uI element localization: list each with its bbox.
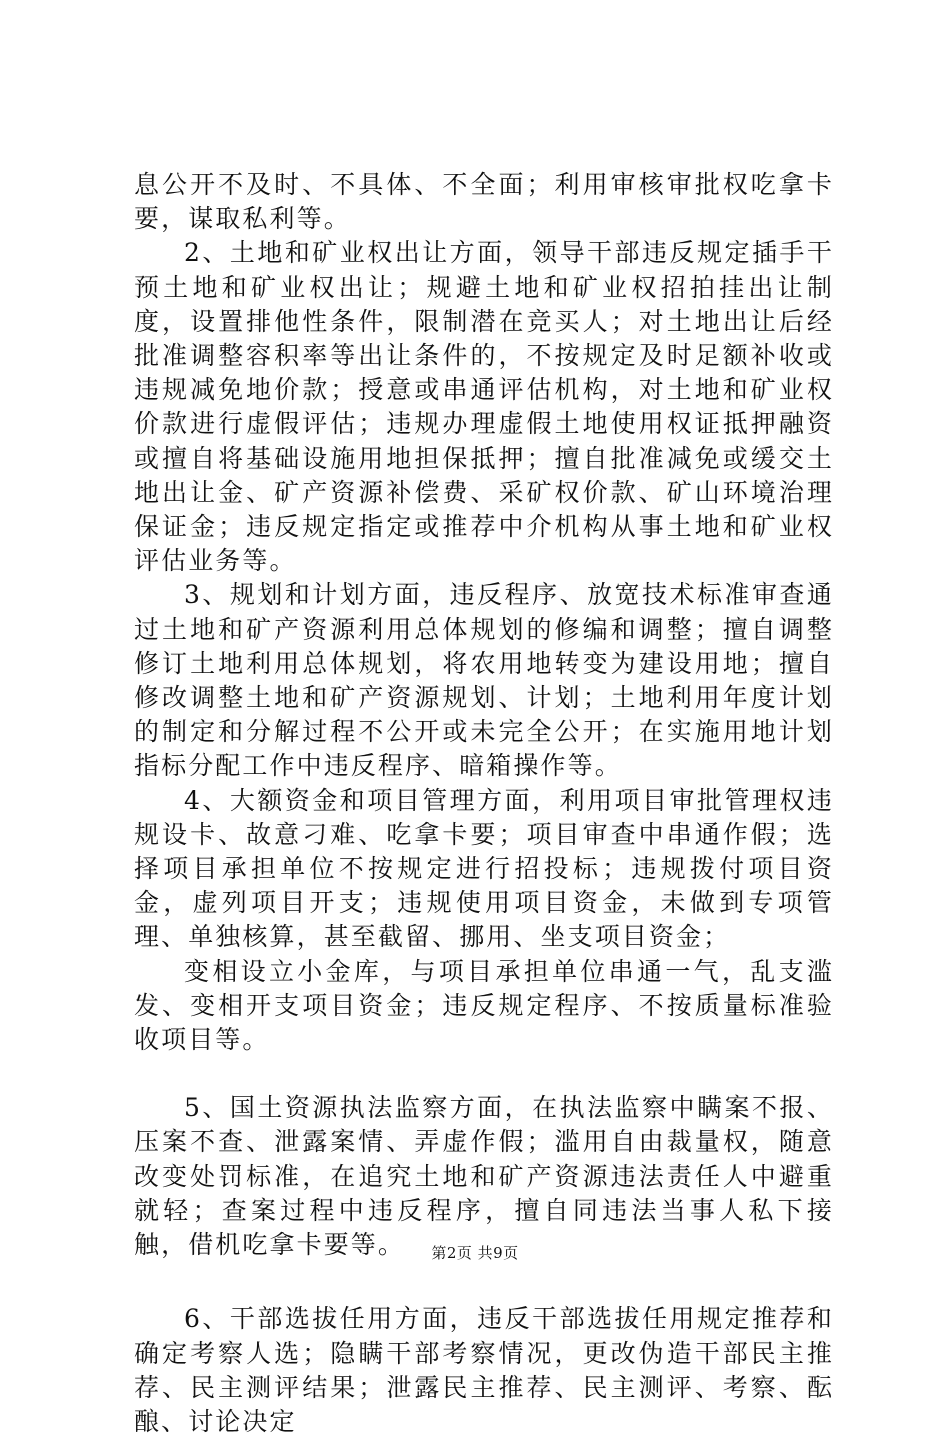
paragraph-continuation: 息公开不及时、不具体、不全面；利用审核审批权吃拿卡要，谋取私利等。 xyxy=(134,170,834,234)
page-number-footer: 第2页 共9页 xyxy=(431,1244,519,1262)
paragraph-item-4-funds-projects: 4、大额资金和项目管理方面，利用项目审批管理权违规设卡、故意刁难、吃拿卡要；项目审查中串通作假；选择项目承担单位不按规定进行招投标；违规拨付项目资金，虚列项目开支；违规使用项目资金，未做到专项管理、单独核算，甚至截留、挪用、坐支项目资金； xyxy=(134,785,834,952)
paragraph-item-5-law-enforcement: 5、国土资源执法监察方面，在执法监察中瞒案不报、压案不查、泄露案情、弄虚作假；滥用自由裁量权，随意改变处罚标准，在追究土地和矿产资源违法责任人中避重就轻；查案过程中违反程序，擅自同违法当事人私下接触，借机吃拿卡要等。 xyxy=(134,1093,834,1260)
paragraph-item-2-land-mining-rights: 2、土地和矿业权出让方面，领导干部违反规定插手干预土地和矿业权出让；规避土地和矿业权招拍挂出让制度，设置排他性条件，限制潜在竞买人；对土地出让后经批准调整容积率等出让条件的，不按规定及时足额补收或违规减免地价款；授意或串通评估机构，对土地和矿业权价款进行虚假评估；违规办理虚假土地使用权证抵押融资或擅自将基础设施用地担保抵押；擅自批准减免或缓交土地出让金、矿产资源补偿费、采矿权价款、矿山环境治理保证金；违反规定指定或推荐中介机构从事土地和矿业权评估业务等。 xyxy=(134,238,834,576)
paragraph-item-4-continued: 变相设立小金库，与项目承担单位串通一气，乱支滥发、变相开支项目资金；违反规定程序、不按质量标准验收项目等。 xyxy=(134,956,834,1055)
paragraph-item-6-cadre-selection: 6、干部选拔任用方面，违反干部选拔任用规定推荐和确定考察人选；隐瞒干部考察情况，更改伪造干部民主推荐、民主测评结果；泄露民主推荐、民主测评、考察、酝酿、讨论决定 xyxy=(134,1304,834,1436)
paragraph-item-3-planning: 3、规划和计划方面，违反程序、放宽技术标准审查通过土地和矿产资源利用总体规划的修编和调整；擅自调整修订土地利用总体规划，将农用地转变为建设用地；擅自修改调整土地和矿产资源规划、计划；土地利用年度计划的制定和分解过程不公开或未完全公开；在实施用地计划指标分配工作中违反程序、暗箱操作等。 xyxy=(134,580,834,781)
